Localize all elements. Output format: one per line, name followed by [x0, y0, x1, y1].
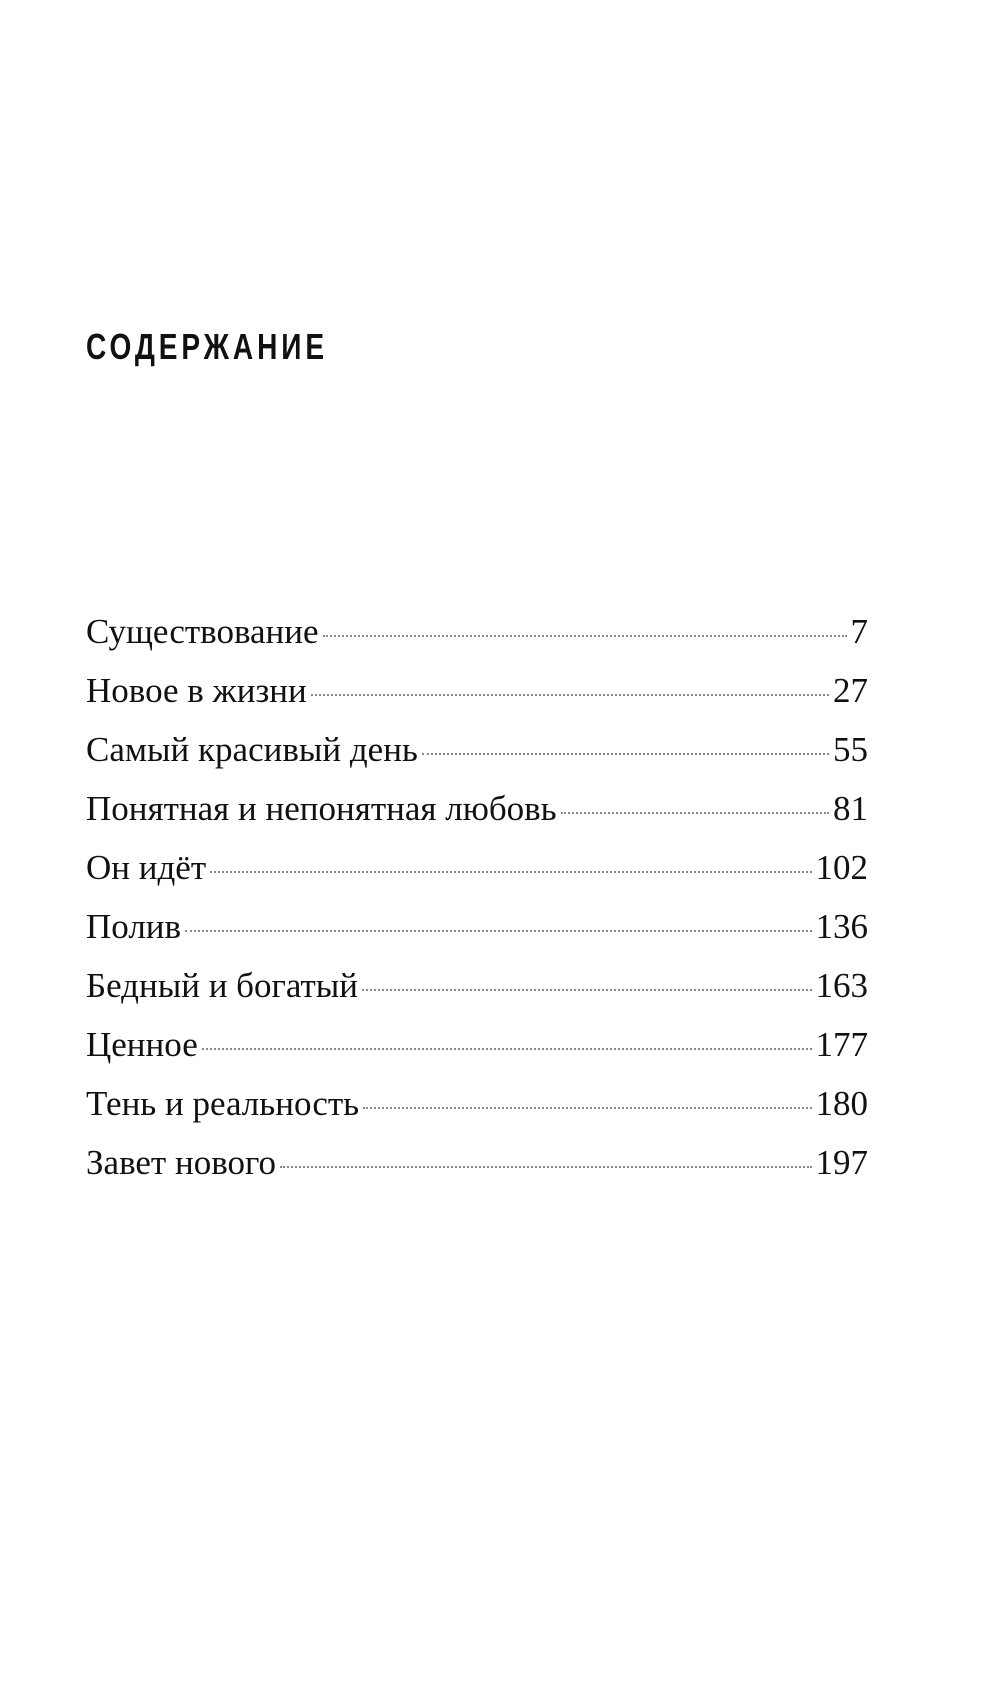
toc-entry[interactable] [86, 612, 868, 671]
dot-leader [363, 1107, 811, 1109]
toc-entry-page: 27 [833, 671, 868, 710]
dot-leader [210, 871, 811, 873]
toc-entry-page: 177 [815, 1025, 868, 1064]
toc-entry-page: 7 [850, 612, 868, 651]
toc-entry[interactable] [86, 848, 868, 907]
toc-entry-title: Ценное [86, 1025, 198, 1064]
dot-leader [561, 812, 829, 814]
toc-entry[interactable] [86, 671, 868, 730]
dot-leader [280, 1166, 812, 1168]
toc-entry-page: 102 [815, 848, 868, 887]
toc-entry-page: 180 [815, 1084, 868, 1123]
toc-entry-title: Понятная и непонятная любовь [86, 789, 557, 828]
toc-entry[interactable] [86, 1084, 868, 1143]
toc-entry[interactable] [86, 1025, 868, 1084]
toc-entry-title: Существование [86, 612, 319, 651]
toc-entry[interactable] [86, 789, 868, 848]
toc-entry-title: Он идёт [86, 848, 207, 887]
toc-entry-page: 81 [833, 789, 868, 828]
toc-entry[interactable] [86, 966, 868, 1025]
toc-entry-title: Тень и реальность [86, 1084, 360, 1123]
toc-entry-page: 136 [815, 907, 868, 946]
dot-leader [323, 635, 847, 637]
dot-leader [202, 1048, 812, 1050]
page-title: СОДЕРЖАНИЕ [86, 326, 328, 367]
table-of-contents [86, 612, 868, 1202]
toc-entry[interactable] [86, 730, 868, 789]
toc-entry-title: Полив [86, 907, 182, 946]
dot-leader [422, 753, 829, 755]
dot-leader [185, 930, 811, 932]
toc-entry-title: Новое в жизни [86, 671, 307, 710]
toc-entry-title: Самый красивый день [86, 730, 418, 769]
toc-entry-page: 55 [833, 730, 868, 769]
toc-entry-title: Завет нового [86, 1143, 276, 1182]
toc-entry-title: Бедный и богатый [86, 966, 359, 1005]
dot-leader [362, 989, 811, 991]
dot-leader [311, 694, 829, 696]
toc-entry[interactable] [86, 1143, 868, 1202]
toc-entry-page: 197 [815, 1143, 868, 1182]
toc-entry[interactable] [86, 907, 868, 966]
toc-entry-page: 163 [815, 966, 868, 1005]
